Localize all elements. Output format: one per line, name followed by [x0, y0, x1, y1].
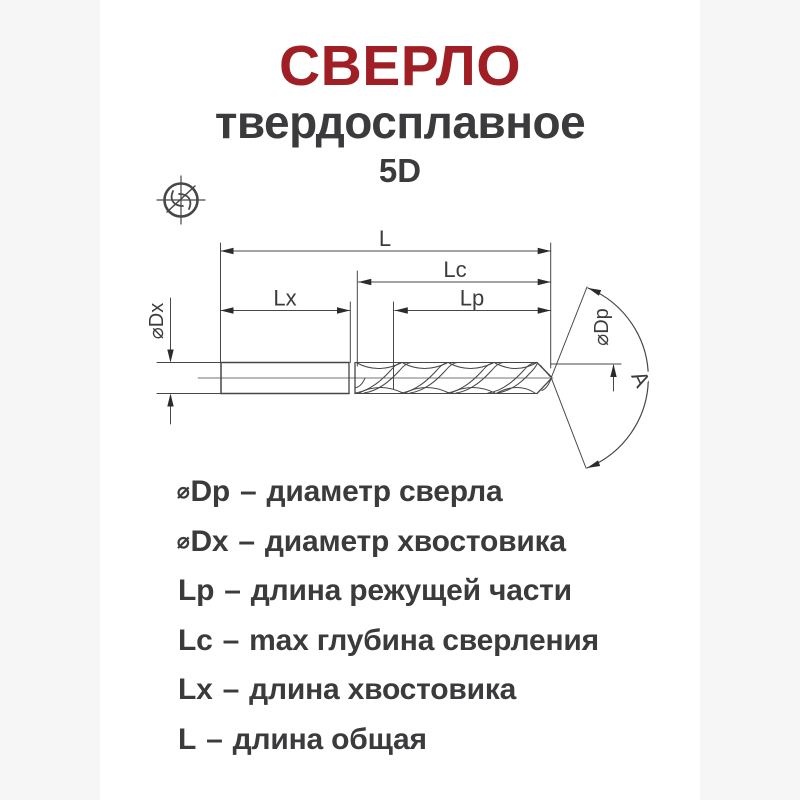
legend-item-l: [177, 715, 599, 765]
legend-dash: –: [222, 623, 240, 657]
dimension-Dx: [146, 298, 222, 424]
dim-label-A: A: [626, 367, 656, 392]
legend-item-lp: [177, 566, 599, 616]
legend-item-dx: [177, 517, 599, 567]
legend-item-dp: [177, 467, 599, 517]
legend-key: Lx: [178, 673, 213, 706]
legend-key: Lp: [178, 574, 215, 607]
legend-dash: –: [238, 524, 255, 558]
legend-definition: длина общая: [232, 722, 427, 756]
diameter-symbol: ⌀: [177, 529, 190, 553]
variant-label: 5D: [378, 152, 422, 189]
legend-definition: max глубина сверления: [249, 623, 599, 657]
dimension-L: [221, 226, 551, 368]
dimension-Lc: [357, 257, 550, 366]
legend-dash: –: [222, 673, 240, 706]
legend-item-lc: [177, 616, 599, 666]
drill-end-view-icon: [157, 176, 205, 224]
legend-definition: диаметр сверла: [266, 475, 503, 508]
legend: [177, 467, 599, 764]
legend-definition: длина хвостовика: [249, 673, 517, 706]
legend-key: Lc: [178, 623, 213, 657]
dimension-Lp: [394, 286, 551, 390]
dim-label-Dx: ⌀Dx: [146, 302, 168, 340]
dimension-Lx: [221, 286, 351, 363]
dimension-Dp: [551, 308, 621, 391]
product-subtitle: твердосплавное: [214, 96, 586, 148]
legend-definition: диаметр хвостовика: [264, 524, 566, 558]
dim-label-Lp: Lp: [459, 285, 485, 311]
legend-key: Dx: [190, 524, 229, 558]
legend-dash: –: [206, 722, 223, 756]
legend-item-lx: [177, 665, 599, 715]
dim-label-Lc: Lc: [443, 257, 467, 282]
brand-title: СВЕРЛО: [278, 34, 522, 98]
dim-label-Lx: Lx: [273, 285, 297, 311]
legend-definition: длина режущей части: [250, 574, 572, 607]
dim-label-Dp: ⌀Dp: [591, 308, 613, 346]
legend-key: Dp: [190, 475, 231, 508]
legend-dash: –: [224, 574, 241, 607]
legend-key: L: [178, 722, 197, 756]
legend-dash: –: [240, 475, 257, 508]
dim-label-L: L: [378, 226, 392, 251]
drill-dimension-diagram: [130, 165, 675, 490]
diameter-symbol: ⌀: [177, 480, 190, 503]
drill-side-view: [198, 363, 553, 394]
